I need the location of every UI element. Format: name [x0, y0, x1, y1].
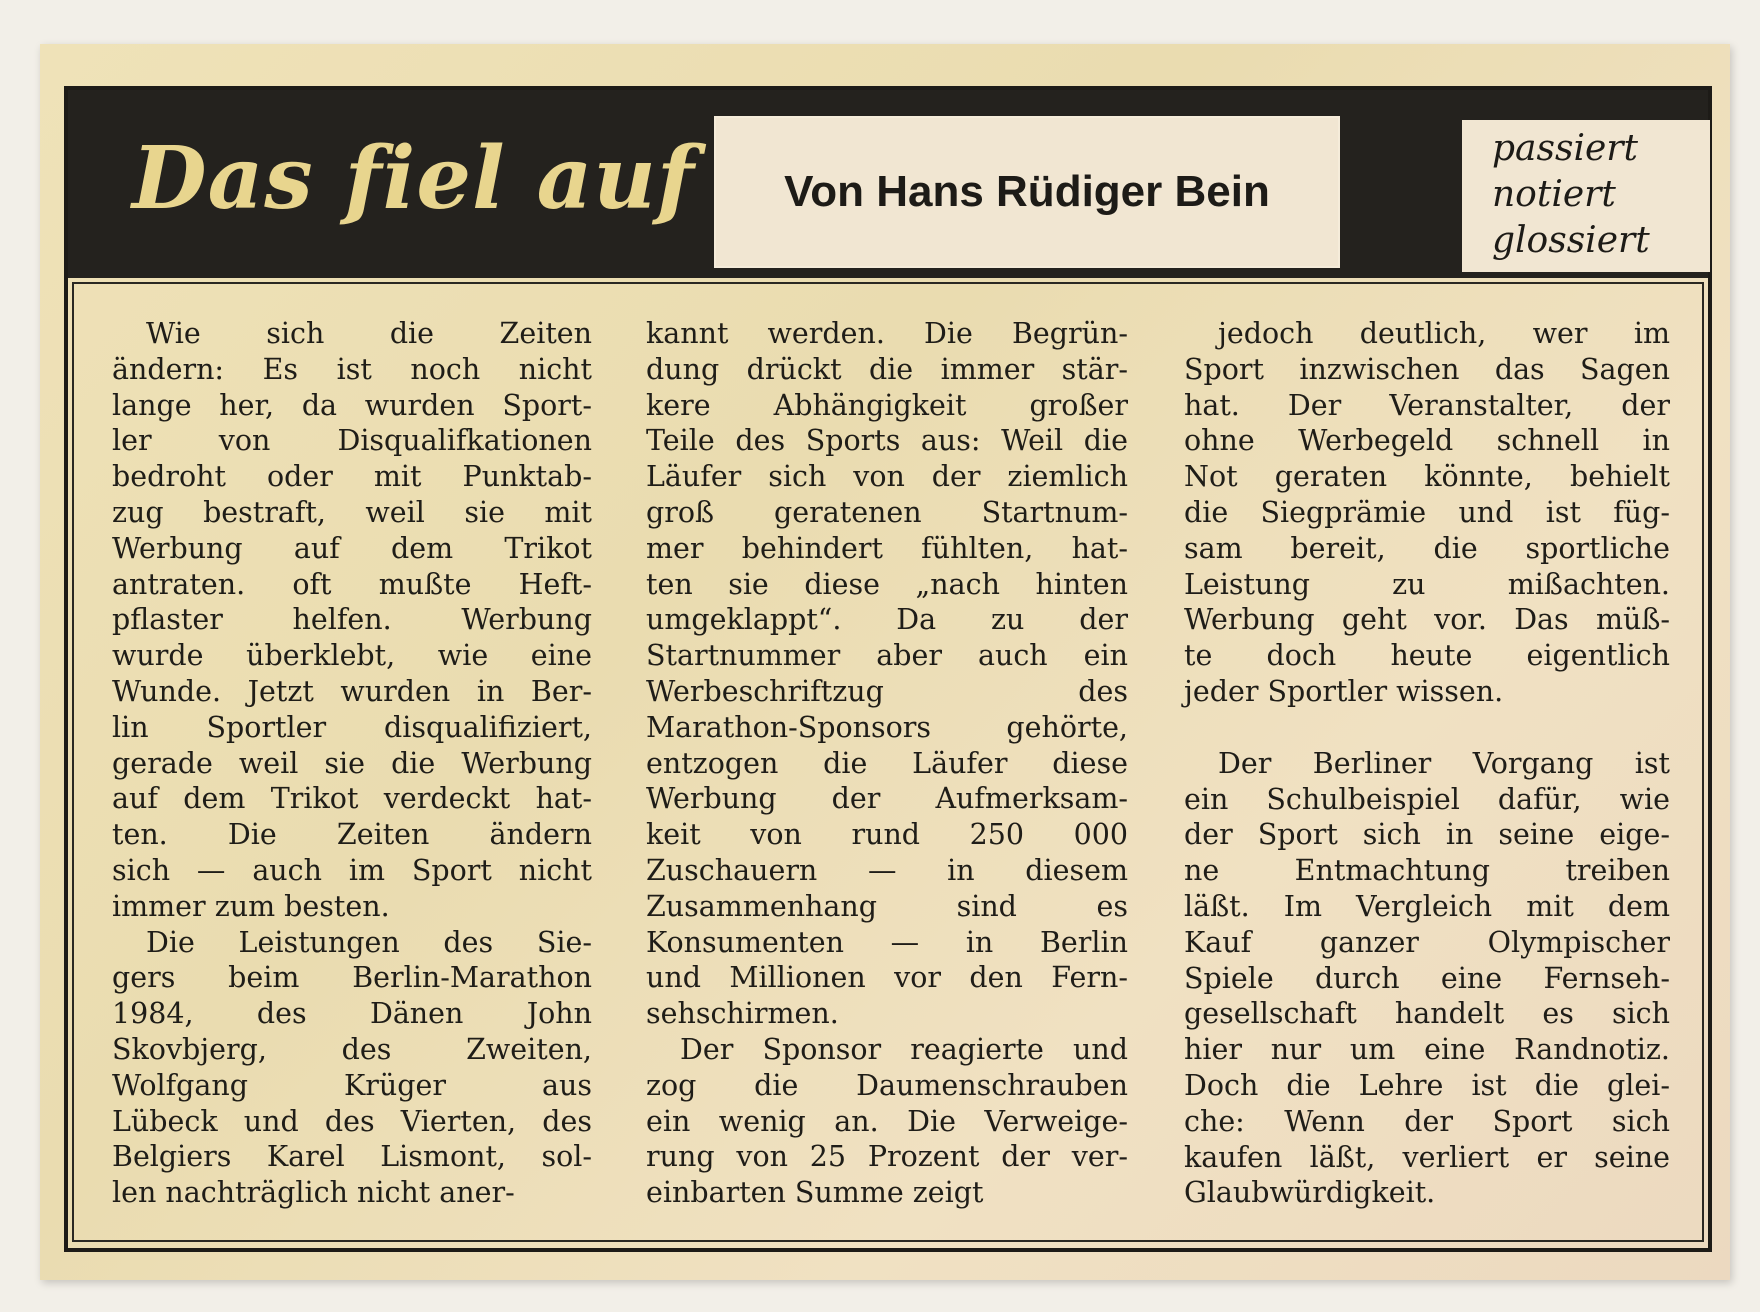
author-byline: Von Hans Rüdiger Bein — [784, 167, 1270, 216]
text-line: che: Wenn der Sport sich — [1184, 1104, 1670, 1138]
text-line: Wunde. Jetzt wurden in Ber- — [112, 674, 592, 708]
text-line: kaufen läßt, verliert er seine — [1184, 1140, 1670, 1174]
text-line: die Siegprämie und ist füg- — [1184, 495, 1670, 529]
text-line: ein Schulbeispiel dafür, wie — [1184, 782, 1670, 816]
text-line: läßt. Im Vergleich mit dem — [1184, 889, 1670, 923]
text-line: kere Abhängigkeit großer — [646, 388, 1128, 422]
text-line: Werbeschriftzug des — [646, 674, 1128, 708]
text-line: Teile des Sports aus: Weil die — [646, 424, 1128, 458]
text-line: Belgiers Karel Lismont, sol- — [112, 1140, 592, 1174]
text-line: zog die Daumenschrauben — [646, 1068, 1128, 1102]
rubric-tag: notiert — [1492, 174, 1616, 215]
text-line: ändern: Es ist noch nicht — [112, 352, 592, 386]
text-line: mer behindert fühlten, hat- — [646, 531, 1128, 565]
rubric-tag-box — [1462, 120, 1710, 272]
text-line: rung von 25 Prozent der ver- — [646, 1140, 1128, 1174]
text-line: sehschirmen. — [646, 997, 839, 1031]
text-line: ten. Die Zeiten ändern — [112, 818, 592, 852]
text-line: Doch die Lehre ist die glei- — [1184, 1068, 1670, 1102]
text-line: immer zum besten. — [112, 889, 390, 923]
rubric-tag: glossiert — [1492, 220, 1650, 261]
text-line: wurde überklebt, wie eine — [112, 639, 592, 673]
text-line: hat. Der Veranstalter, der — [1184, 388, 1670, 422]
text-line: zug bestraft, weil sie mit — [112, 495, 592, 529]
text-line: Werbung auf dem Trikot — [112, 531, 592, 565]
text-line: Zusammenhang sind es — [646, 889, 1128, 923]
text-line: Werbung geht vor. Das müß- — [1184, 603, 1670, 637]
text-line: len nachträglich nicht aner- — [112, 1176, 515, 1210]
text-line: auf dem Trikot verdeckt hat- — [112, 782, 592, 816]
text-line: ohne Werbegeld schnell in — [1184, 424, 1670, 458]
text-line: der Sport sich in seine eige- — [1184, 818, 1670, 852]
text-line: Läufer sich von der ziemlich — [646, 460, 1128, 494]
article-paragraph — [1184, 316, 1670, 710]
text-line: ne Entmachtung treiben — [1184, 854, 1670, 888]
text-line: Lübeck und des Vierten, des — [112, 1104, 592, 1138]
text-line: Startnummer aber auch ein — [646, 639, 1128, 673]
text-line: einbarten Summe zeigt — [646, 1176, 984, 1210]
text-line: jedoch deutlich, wer im — [1218, 317, 1670, 350]
text-line: Wolfgang Krüger aus — [112, 1068, 592, 1102]
text-line: groß geratenen Startnum- — [646, 495, 1128, 529]
text-line: Wie sich die Zeiten — [146, 317, 592, 350]
text-line: Die Leistungen des Sie- — [146, 925, 592, 959]
byline-box — [714, 116, 1340, 268]
text-line: sich — auch im Sport nicht — [112, 853, 592, 887]
text-line: hier nur um eine Randnotiz. — [1184, 1033, 1670, 1067]
text-line: 1984, des Dänen John — [112, 997, 592, 1031]
text-line: antraten. oft mußte Heft- — [112, 567, 592, 601]
text-line: Werbung der Aufmerksam- — [646, 782, 1128, 816]
text-line: und Millionen vor den Fern- — [646, 961, 1128, 995]
article-paragraph — [112, 316, 592, 925]
text-line: lin Sportler disqualifiziert, — [112, 710, 592, 744]
text-line: Marathon-Sponsors gehörte, — [646, 710, 1128, 744]
text-line: Kauf ganzer Olympischer — [1184, 925, 1670, 959]
text-line: keit von rund 250 000 — [646, 818, 1128, 852]
text-line: Zuschauern — in diesem — [646, 853, 1128, 887]
text-line: gesellschaft handelt es sich — [1184, 997, 1670, 1031]
text-line: jeder Sportler wissen. — [1184, 674, 1504, 708]
text-line: lange her, da wurden Sport- — [112, 388, 592, 422]
text-line: entzogen die Läufer diese — [646, 746, 1128, 780]
text-line: gers beim Berlin-Marathon — [112, 961, 592, 995]
text-line: kannt werden. Die Begrün- — [646, 317, 1128, 350]
text-line: ler von Disqualifkationen — [112, 424, 592, 458]
text-line: Konsumenten — in Berlin — [646, 925, 1128, 959]
article-paragraph — [646, 1032, 1128, 1211]
text-line: bedroht oder mit Punktab- — [112, 460, 592, 494]
article-column-1 — [112, 316, 592, 1211]
text-line: ein wenig an. Die Verweige- — [646, 1104, 1128, 1138]
text-line: Not geraten könnte, behielt — [1184, 460, 1670, 494]
rubric-tag: passiert — [1492, 128, 1638, 169]
text-line: gerade weil sie die Werbung — [112, 746, 592, 780]
text-line: Skovbjerg, des Zweiten, — [112, 1032, 592, 1066]
text-line: Der Berliner Vorgang ist — [1218, 746, 1670, 780]
text-line: ten sie diese „nach hinten — [646, 567, 1128, 601]
text-line: Der Sponsor reagierte und — [680, 1032, 1128, 1066]
article-paragraph — [1184, 746, 1670, 1211]
text-line: Glaubwürdigkeit. — [1184, 1176, 1436, 1210]
article-paragraph — [112, 925, 592, 1211]
text-line: te doch heute eigentlich — [1184, 639, 1670, 673]
text-line: Sport inzwischen das Sagen — [1184, 352, 1670, 386]
text-line: Spiele durch eine Fernseh- — [1184, 961, 1670, 995]
article-column-3 — [1184, 316, 1670, 1211]
article-paragraph — [646, 316, 1128, 1032]
article-column-2 — [646, 316, 1128, 1211]
text-line: umgeklappt“. Da zu der — [646, 603, 1128, 637]
text-line: sam bereit, die sportliche — [1184, 531, 1670, 565]
text-line: dung drückt die immer stär- — [646, 352, 1128, 386]
text-line: Leistung zu mißachten. — [1184, 567, 1670, 601]
column-title: Das fiel auf — [132, 128, 695, 229]
text-line: pflaster helfen. Werbung — [112, 603, 592, 637]
